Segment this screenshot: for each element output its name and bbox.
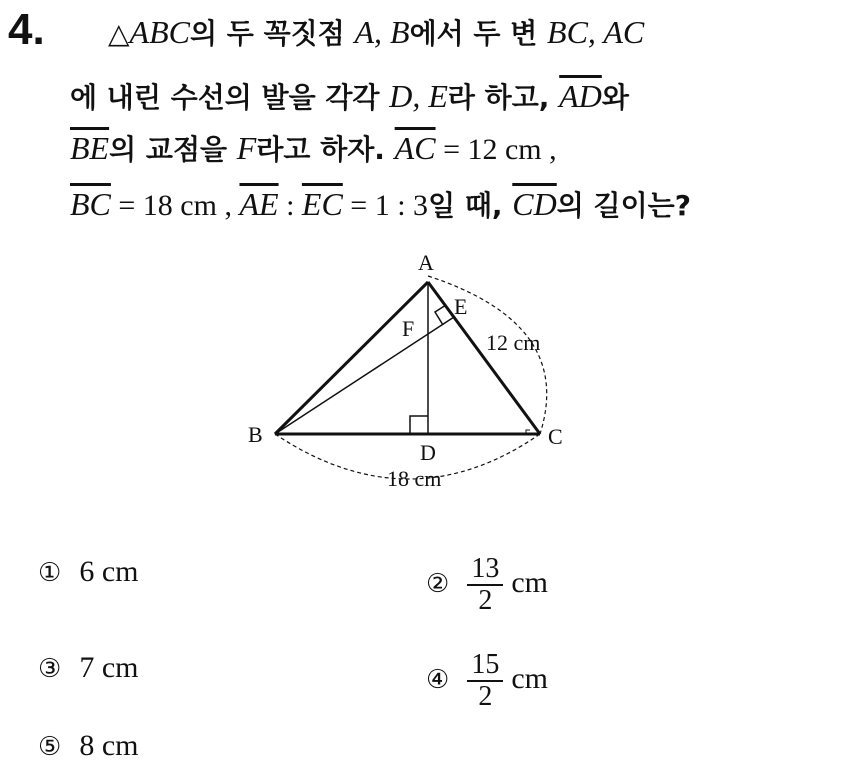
- text: 에 내린 수선의 발을 각각: [70, 81, 390, 114]
- label-e: E: [454, 294, 468, 319]
- text: 의 교점을: [109, 133, 237, 166]
- question-line-3: [70, 128, 557, 170]
- choice-number: ⑤: [38, 732, 62, 762]
- math-a: A,: [354, 14, 383, 50]
- triangle-symbol: △: [108, 17, 130, 50]
- choice-3[interactable]: [38, 650, 138, 687]
- choice-value: 7: [79, 651, 95, 684]
- math-ac: AC: [595, 14, 645, 50]
- text: 라 하고,: [447, 81, 560, 114]
- choice-unit: cm: [101, 555, 139, 588]
- choice-value: 6: [79, 555, 95, 588]
- question-line-1: [108, 12, 644, 54]
- ratio-colon: :: [278, 189, 302, 222]
- choice-unit: cm: [101, 729, 139, 762]
- segment-ac: $\overline{AC}$: [394, 130, 436, 166]
- text: 와: [601, 81, 629, 114]
- ac-dimension-arc: [428, 276, 547, 434]
- choice-value: 8: [79, 729, 95, 762]
- choice-2[interactable]: [426, 554, 548, 616]
- choice-number: ④: [426, 664, 450, 695]
- label-bc-length: 18 cm: [387, 466, 442, 491]
- question-number: 4.: [8, 5, 45, 54]
- segment-ad: $\overline{AD}$: [559, 78, 602, 114]
- right-angle-d: [410, 416, 428, 434]
- segment-ae: $\overline{AE}$: [239, 186, 279, 222]
- ratio-value: = 1 : 3: [342, 189, 429, 222]
- math-bc: BC,: [547, 14, 596, 50]
- label-f: F: [402, 316, 415, 341]
- text: 의 길이는?: [556, 189, 691, 222]
- segment-cd: $\overline{CD}$: [512, 186, 557, 222]
- choice-unit: cm: [101, 651, 139, 684]
- numerator: 15: [467, 650, 503, 682]
- bc-value: = 18 cm ,: [110, 189, 240, 222]
- numerator: 13: [467, 554, 503, 586]
- text: 일 때,: [428, 189, 513, 222]
- text: 의 두 꼭짓점: [189, 17, 355, 50]
- text: 에서 두 변: [409, 17, 548, 50]
- side-ab: [275, 282, 428, 434]
- text: 라고 하자.: [256, 133, 395, 166]
- math-d: D,: [389, 78, 421, 114]
- choice-1[interactable]: [38, 554, 138, 591]
- math-e: E: [420, 78, 448, 114]
- question-line-4: [70, 184, 691, 226]
- label-ac-length: 12 cm: [486, 330, 541, 355]
- choice-number: ③: [38, 654, 62, 684]
- label-a: A: [418, 250, 434, 275]
- choice-5[interactable]: [38, 728, 138, 765]
- fraction: [467, 554, 503, 616]
- choice-unit: cm: [511, 661, 548, 695]
- choice-unit: cm: [511, 565, 548, 599]
- choice-number: ②: [426, 568, 450, 599]
- label-c: C: [548, 424, 563, 449]
- denominator: 2: [478, 585, 493, 616]
- denominator: 2: [478, 681, 493, 712]
- fraction: [467, 650, 503, 712]
- ac-value: = 12 cm ,: [435, 133, 557, 166]
- question-line-2: [70, 76, 629, 118]
- triangle-figure: [230, 244, 590, 494]
- choice-4[interactable]: [426, 650, 548, 712]
- math-b: B: [382, 14, 410, 50]
- label-d: D: [420, 440, 436, 465]
- math-abc: ABC: [129, 14, 190, 50]
- choice-number: ①: [38, 558, 62, 588]
- segment-be: $\overline{BE}$: [70, 130, 110, 166]
- segment-ec: $\overline{EC}$: [301, 186, 343, 222]
- side-ac: [428, 282, 540, 434]
- label-b: B: [248, 422, 263, 447]
- segment-bc: $\overline{BC}$: [70, 186, 111, 222]
- math-f: F: [236, 130, 257, 166]
- right-angle-e: [435, 305, 446, 325]
